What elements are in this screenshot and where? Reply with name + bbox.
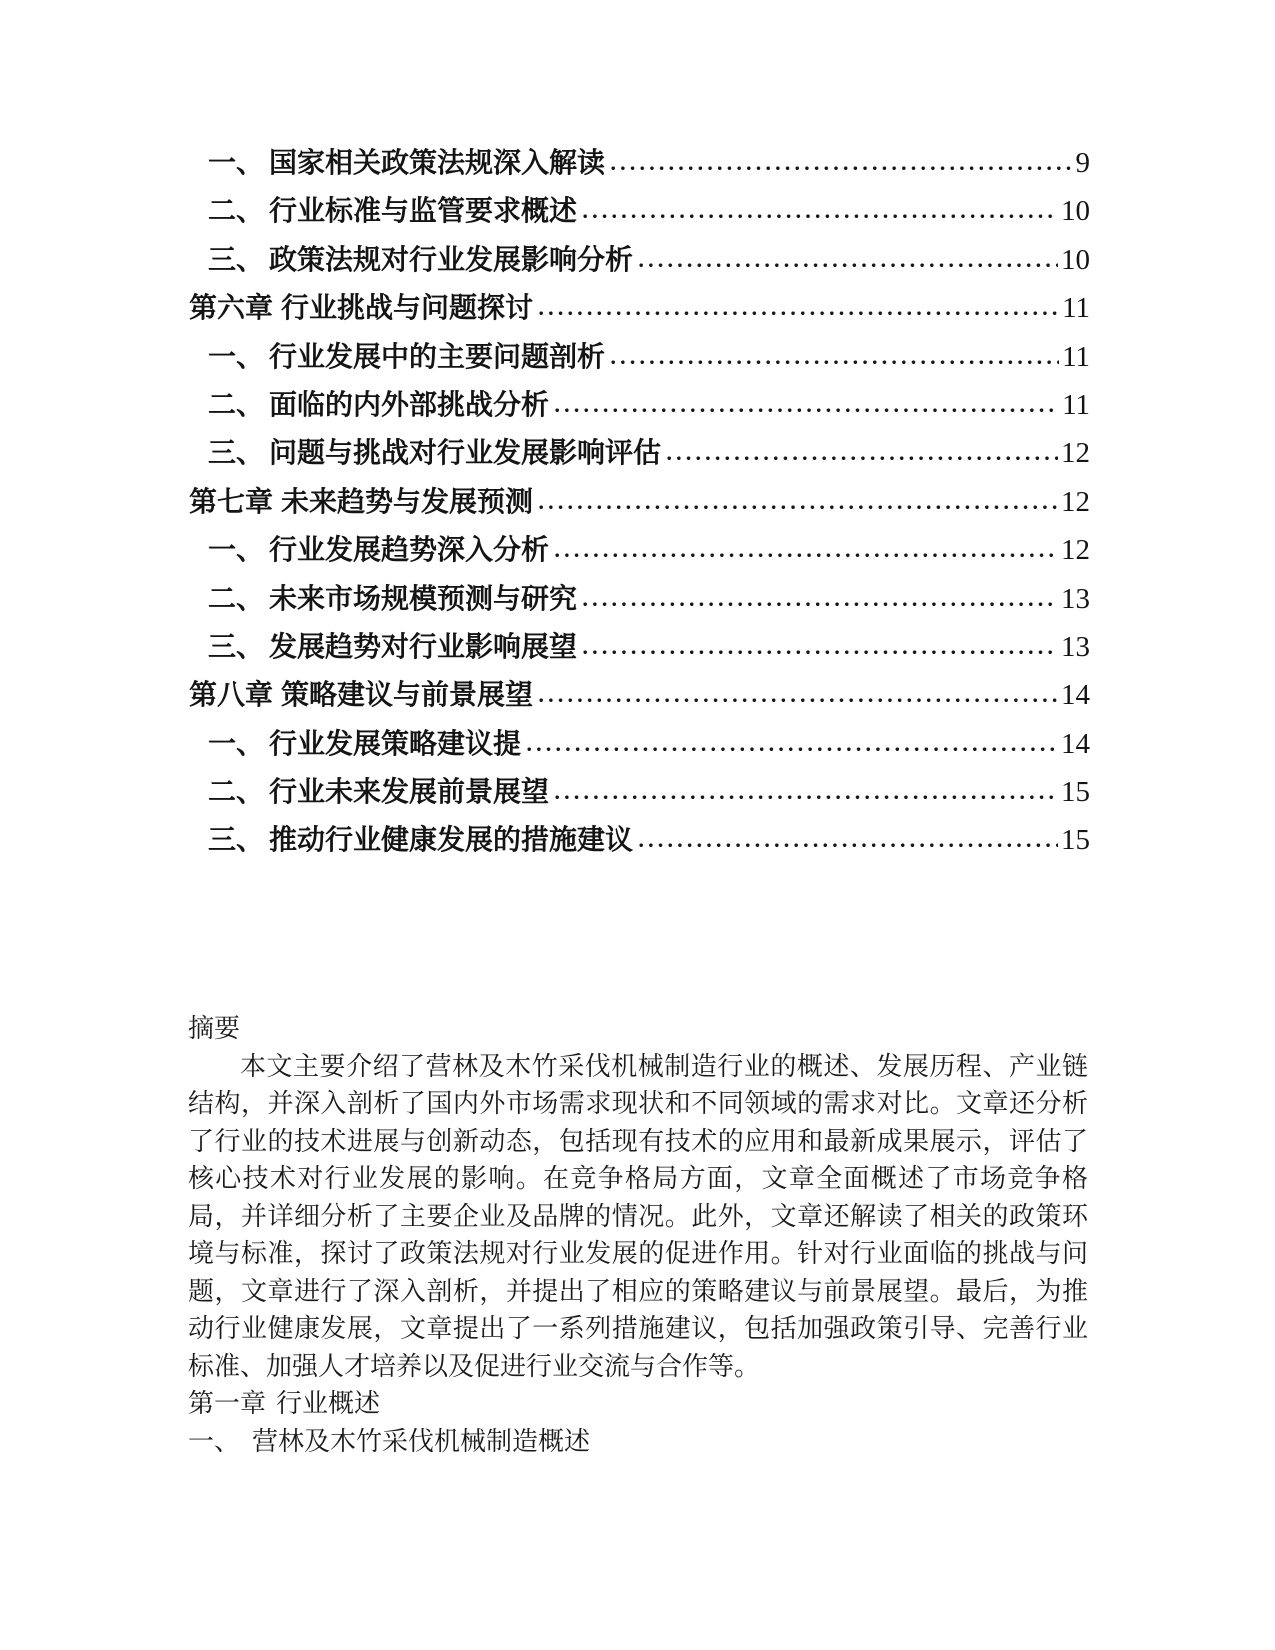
toc-entry-title: 未来市场规模预测与研究 <box>269 582 578 614</box>
toc-page-number: 14 <box>1061 727 1090 760</box>
toc-entry-number: 三、 <box>208 630 265 662</box>
table-of-contents <box>189 141 1090 867</box>
toc-dot-leader <box>526 744 1058 753</box>
toc-entry[interactable] <box>189 335 1090 383</box>
toc-page-number: 11 <box>1062 340 1090 373</box>
toc-entry-title: 行业标准与监管要求概述 <box>269 195 578 227</box>
toc-dot-leader <box>638 260 1058 269</box>
toc-entry-number: 一、 <box>208 534 265 566</box>
toc-dot-leader <box>610 163 1072 172</box>
toc-entry[interactable] <box>189 383 1090 431</box>
toc-entry[interactable] <box>189 141 1090 189</box>
toc-entry-title: 行业发展趋势深入分析 <box>269 534 550 566</box>
toc-dot-leader <box>538 695 1058 704</box>
abstract-paragraph: 本文主要介绍了营林及木竹采伐机械制造行业的概述、发展历程、产业链结构，并深入剖析了国内外市场需求现状和不同领域的需求对比。文章还分析了行业的技术进展与创新动态，包括现有技术的应用和最新成果展示，评估了核心技术对行业发展的影响。在竞争格局方面，文章全面概述了市场竞争格局，并详细分析了主要企业及品牌的情况。此外，文章还解读了相关的政策环境与标准，探讨了政策法规对行业发展的促进作用。针对行业面临的挑战与问题，文章进行了深入剖析，并提出了相应的策略建议与前景展望。最后，为推动行业健康发展，文章提出了一系列措施建议，包括加强政策引导、完善行业标准、加强人才培养以及促进行业交流与合作等。 <box>188 1051 1088 1381</box>
toc-dot-leader <box>538 308 1059 317</box>
toc-dot-leader <box>538 502 1058 511</box>
toc-entry[interactable] <box>189 818 1090 866</box>
toc-entry-title: 国家相关政策法规深入解读 <box>269 147 606 178</box>
toc-entry[interactable] <box>189 286 1090 334</box>
toc-entry[interactable] <box>189 431 1090 479</box>
toc-entry-number: 一、 <box>208 727 265 759</box>
toc-page-number: 10 <box>1061 243 1090 276</box>
toc-entry[interactable] <box>189 625 1090 673</box>
toc-page-number: 14 <box>1061 679 1090 712</box>
toc-page-number: 11 <box>1062 388 1090 421</box>
toc-entry-title: 行业挑战与问题探讨 <box>281 292 534 324</box>
toc-entry-title: 行业未来发展前景展望 <box>269 776 550 808</box>
toc-entry[interactable] <box>189 673 1090 721</box>
toc-entry[interactable] <box>189 577 1090 625</box>
toc-entry-number: 二、 <box>208 776 265 808</box>
toc-entry-number: 第七章 <box>189 485 274 517</box>
chapter-1-heading <box>188 1385 1088 1423</box>
toc-entry-number: 二、 <box>208 195 265 227</box>
toc-entry-title: 面临的内外部挑战分析 <box>269 388 550 420</box>
toc-entry-title: 未来趋势与发展预测 <box>281 485 534 517</box>
chapter-1-number: 第一章 <box>188 1389 267 1418</box>
toc-entry[interactable] <box>189 480 1090 528</box>
toc-page-number: 12 <box>1061 437 1090 470</box>
toc-dot-leader <box>582 211 1058 220</box>
toc-entry[interactable] <box>189 722 1090 770</box>
toc-page-number: 15 <box>1061 824 1090 857</box>
toc-entry-number: 三、 <box>208 437 265 469</box>
toc-dot-leader <box>638 840 1058 849</box>
toc-page-number: 12 <box>1061 534 1090 567</box>
toc-entry-title: 政策法规对行业发展影响分析 <box>269 243 634 275</box>
toc-page-number: 13 <box>1061 630 1090 663</box>
toc-entry-number: 一、 <box>208 147 265 178</box>
toc-page-number: 11 <box>1062 292 1090 325</box>
chapter-1-title: 行业概述 <box>276 1389 381 1418</box>
section-1-number: 一、 <box>188 1426 241 1456</box>
toc-dot-leader <box>554 405 1059 414</box>
toc-entry-number: 二、 <box>208 388 265 420</box>
abstract-section <box>188 1010 1088 1460</box>
toc-entry-number: 三、 <box>208 824 265 856</box>
toc-entry-number: 二、 <box>208 582 265 614</box>
toc-entry[interactable] <box>189 528 1090 576</box>
toc-entry[interactable] <box>189 770 1090 818</box>
toc-entry[interactable] <box>189 189 1090 237</box>
toc-entry-title: 推动行业健康发展的措施建议 <box>269 824 634 856</box>
toc-page-number: 10 <box>1061 195 1090 228</box>
toc-entry-title: 问题与挑战对行业发展影响评估 <box>269 437 662 469</box>
toc-dot-leader <box>582 647 1058 656</box>
toc-page-number: 9 <box>1075 147 1090 179</box>
toc-dot-leader <box>610 357 1059 366</box>
toc-dot-leader <box>554 550 1058 559</box>
toc-page-number: 15 <box>1061 776 1090 809</box>
abstract-heading: 摘要 <box>188 1014 241 1043</box>
toc-entry-title: 策略建议与前景展望 <box>281 679 534 711</box>
toc-entry-number: 第八章 <box>189 679 274 711</box>
toc-dot-leader <box>582 599 1058 608</box>
toc-entry-title: 发展趋势对行业影响展望 <box>269 630 578 662</box>
section-1-heading <box>188 1423 1088 1461</box>
toc-entry-number: 第六章 <box>189 292 274 324</box>
toc-entry[interactable] <box>189 238 1090 286</box>
toc-entry-number: 三、 <box>208 243 265 275</box>
toc-page-number: 13 <box>1061 582 1090 615</box>
section-1-title: 营林及木竹采伐机械制造概述 <box>252 1426 591 1456</box>
toc-dot-leader <box>666 453 1058 462</box>
toc-entry-number: 一、 <box>208 340 265 372</box>
toc-page-number: 12 <box>1061 485 1090 518</box>
toc-entry-title: 行业发展中的主要问题剖析 <box>269 340 606 372</box>
toc-entry-title: 行业发展策略建议提 <box>269 727 522 759</box>
toc-dot-leader <box>554 792 1058 801</box>
